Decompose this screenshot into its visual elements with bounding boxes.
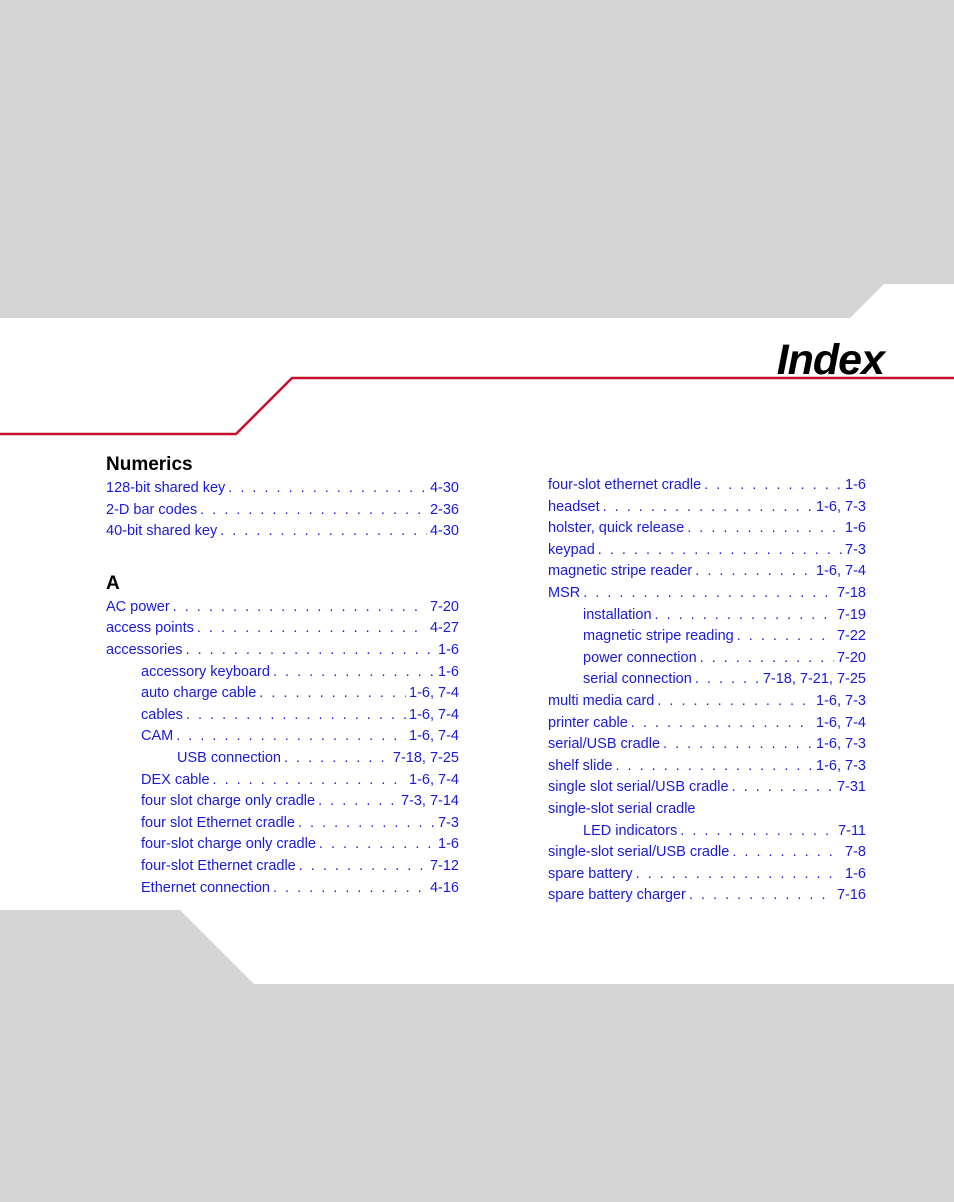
index-page-refs[interactable]: 2-36 (429, 501, 459, 518)
index-page-refs[interactable]: 7-22 (836, 628, 866, 645)
index-term[interactable]: Ethernet connection (141, 879, 270, 896)
index-entry-spare-battery (548, 864, 866, 886)
index-page-refs[interactable]: 1-6, 7-4 (816, 563, 866, 580)
index-entry-headset (548, 497, 866, 519)
dot-leader (603, 497, 813, 519)
index-page-refs[interactable]: 7-19 (836, 606, 866, 623)
dot-leader (318, 791, 398, 813)
index-term[interactable]: auto charge cable (141, 685, 257, 702)
index-entry-2-d-bar-codes (106, 500, 459, 522)
index-page-refs[interactable]: 1-6, 7-4 (409, 728, 459, 745)
dot-leader (298, 813, 435, 835)
dot-leader (259, 683, 406, 705)
index-term[interactable]: MSR (548, 584, 581, 601)
dot-leader (583, 583, 834, 605)
dot-leader (732, 777, 834, 799)
index-page-refs[interactable]: 7-31 (836, 779, 866, 796)
index-term[interactable]: AC power (106, 598, 170, 615)
page-title: Index (776, 336, 884, 384)
dot-leader (213, 770, 407, 792)
index-entry-single-slot-serial-cradle (548, 799, 866, 821)
index-entry-installation (548, 605, 866, 627)
index-entry-holster-quick-release (548, 518, 866, 540)
dot-leader (186, 705, 406, 727)
dot-leader (273, 878, 427, 900)
index-term[interactable]: 128-bit shared key (106, 480, 226, 496)
index-term[interactable]: accessory keyboard (141, 663, 270, 680)
index-term[interactable]: single-slot serial cradle (548, 800, 696, 817)
index-entry-printer-cable (548, 713, 866, 735)
dot-leader (200, 500, 427, 522)
index-term[interactable]: four slot charge only cradle (141, 793, 316, 810)
index-page-refs[interactable]: 1-6, 7-4 (409, 771, 459, 788)
index-page-refs[interactable]: 7-18, 7-21, 7-25 (762, 671, 866, 688)
index-entry-multi-media-card (548, 691, 866, 713)
index-term[interactable]: four slot Ethernet cradle (141, 814, 295, 831)
index-page-refs[interactable]: 7-8 (845, 844, 866, 861)
index-page-refs[interactable]: 1-6, 7-3 (816, 736, 866, 753)
index-term[interactable]: single slot serial/USB cradle (548, 779, 729, 796)
index-term[interactable]: CAM (141, 728, 174, 745)
index-entry-dex-cable (106, 770, 459, 792)
index-page-refs[interactable]: 7-16 (836, 887, 866, 904)
index-entry-power-connection (548, 648, 866, 670)
index-entry-keypad (548, 540, 866, 562)
dot-leader (655, 605, 834, 627)
index-page-refs[interactable]: 1-6 (845, 520, 866, 537)
index-page-refs[interactable]: 7-20 (836, 649, 866, 666)
index-entry-auto-charge-cable (106, 683, 459, 705)
index-page-refs[interactable]: 7-3 (845, 541, 866, 558)
index-entry-access-points (106, 618, 459, 640)
index-entry-magnetic-stripe-reading (548, 626, 866, 648)
dot-leader (680, 821, 835, 843)
red-divider-line (0, 378, 954, 434)
index-entry-four-slot-charge-only-cradle (106, 834, 459, 856)
dot-leader (737, 626, 834, 648)
index-term[interactable]: four-slot Ethernet cradle (141, 857, 296, 874)
index-page-refs[interactable]: 1-6, 7-4 (816, 714, 866, 731)
top-gray-band (0, 0, 954, 318)
index-term[interactable]: access points (106, 620, 194, 637)
index-page-refs[interactable]: 7-12 (429, 857, 459, 874)
index-entry-four-slot-ethernet-cradle (106, 813, 459, 835)
index-term[interactable]: spare battery (548, 865, 633, 882)
index-term[interactable]: installation (583, 606, 652, 623)
index-term[interactable]: DEX cable (141, 771, 210, 788)
index-entry-40-bit-shared-key (106, 521, 459, 543)
index-page-refs[interactable]: 1-6 (845, 865, 866, 882)
dot-leader (695, 561, 813, 583)
dot-leader (173, 597, 427, 619)
section-heading-a: A (106, 572, 120, 594)
index-page-refs[interactable]: 1-6 (845, 477, 866, 493)
dot-leader (732, 842, 842, 864)
index-term[interactable]: multi media card (548, 692, 655, 709)
index-page-refs[interactable]: 4-30 (429, 480, 459, 496)
index-entry-single-slot-serial-usb-cradle (548, 842, 866, 864)
index-entry-spare-battery-charger (548, 885, 866, 907)
index-page-refs[interactable]: 4-30 (429, 523, 459, 540)
index-entry-four-slot-ethernet-cradle (106, 856, 459, 878)
index-entry-cam (106, 726, 459, 748)
index-entry-usb-connection (106, 748, 459, 770)
index-entry-serial-connection (548, 669, 866, 691)
index-term[interactable]: 40-bit shared key (106, 523, 218, 540)
index-term[interactable]: spare battery charger (548, 887, 686, 904)
index-page-refs[interactable]: 7-18, 7-25 (392, 749, 459, 766)
dot-leader (689, 885, 834, 907)
dot-leader (700, 648, 834, 670)
index-entry-shelf-slide (548, 756, 866, 778)
dot-leader (615, 756, 813, 778)
dot-leader (704, 475, 842, 497)
dot-leader (228, 478, 427, 500)
index-page-refs[interactable]: 7-11 (838, 822, 866, 839)
dot-leader (220, 521, 427, 543)
dot-leader (176, 726, 406, 748)
index-entry-led-indicators (548, 821, 866, 843)
dot-leader (687, 518, 842, 540)
dot-leader (299, 856, 427, 878)
index-page-refs[interactable]: 1-6, 7-4 (409, 685, 459, 702)
index-term[interactable]: magnetic stripe reader (548, 563, 693, 580)
index-term[interactable]: USB connection (177, 749, 281, 766)
index-term[interactable]: serial connection (583, 671, 692, 688)
index-term[interactable]: printer cable (548, 714, 628, 731)
index-page-refs[interactable]: 1-6, 7-3 (816, 498, 866, 515)
dot-leader (663, 734, 813, 756)
index-entry-msr (548, 583, 866, 605)
index-page-refs[interactable]: 4-27 (429, 620, 459, 637)
index-page-refs[interactable]: 7-3 (438, 814, 459, 831)
index-entry-single-slot-serial-usb-cradle (548, 777, 866, 799)
index-entry-ac-power (106, 597, 459, 619)
index-term[interactable]: LED indicators (583, 822, 678, 839)
index-page-refs[interactable]: 4-16 (429, 879, 459, 896)
index-term[interactable]: four-slot charge only cradle (141, 836, 316, 853)
index-entry-cables (106, 705, 459, 727)
index-term[interactable]: headset (548, 498, 600, 515)
index-right-column (548, 475, 866, 907)
dot-leader (273, 662, 435, 684)
index-entry-four-slot-charge-only-cradle (106, 791, 459, 813)
index-page-refs[interactable]: 7-20 (429, 598, 459, 615)
index-term[interactable]: serial/USB cradle (548, 736, 661, 753)
index-page-refs[interactable]: 1-6, 7-3 (816, 692, 866, 709)
index-term[interactable]: 2-D bar codes (106, 501, 198, 518)
index-page-refs[interactable]: 1-6 (438, 836, 459, 853)
index-page-refs[interactable]: 7-3, 7-14 (400, 793, 459, 810)
dot-leader (197, 618, 427, 640)
dot-leader (636, 864, 842, 886)
index-term[interactable]: four-slot ethernet cradle (548, 477, 702, 493)
index-entry-accessory-keyboard (106, 662, 459, 684)
index-entry-ethernet-connection (106, 878, 459, 900)
index-term[interactable]: cables (141, 706, 183, 723)
dot-leader (657, 691, 813, 713)
index-entry-accessories (106, 640, 459, 662)
index-page-refs[interactable]: 1-6, 7-4 (409, 706, 459, 723)
index-entry-four-slot-ethernet-cradle (548, 475, 866, 497)
index-term[interactable]: magnetic stripe reading (583, 628, 734, 645)
index-term[interactable]: accessories (106, 641, 183, 658)
index-page-refs[interactable]: 1-6 (438, 663, 459, 680)
index-entry-128-bit-shared-key (106, 478, 459, 500)
index-term[interactable]: keypad (548, 541, 595, 558)
section-heading-numerics: Numerics (106, 454, 193, 475)
dot-leader (186, 640, 435, 662)
bottom-gray-band (0, 910, 954, 1202)
dot-leader (319, 834, 435, 856)
index-term[interactable]: shelf slide (548, 757, 613, 774)
index-entry-serial-usb-cradle (548, 734, 866, 756)
dot-leader (631, 713, 813, 735)
index-left-column (106, 452, 459, 899)
dot-leader (284, 748, 390, 770)
dot-leader (598, 540, 842, 562)
index-page-refs[interactable]: 7-18 (836, 584, 866, 601)
index-page-refs[interactable]: 1-6, 7-3 (816, 757, 866, 774)
index-term[interactable]: power connection (583, 649, 697, 666)
index-entry-magnetic-stripe-reader (548, 561, 866, 583)
index-page-refs[interactable]: 1-6 (438, 641, 459, 658)
index-term[interactable]: single-slot serial/USB cradle (548, 844, 730, 861)
dot-leader (695, 669, 760, 691)
index-term[interactable]: holster, quick release (548, 520, 685, 537)
